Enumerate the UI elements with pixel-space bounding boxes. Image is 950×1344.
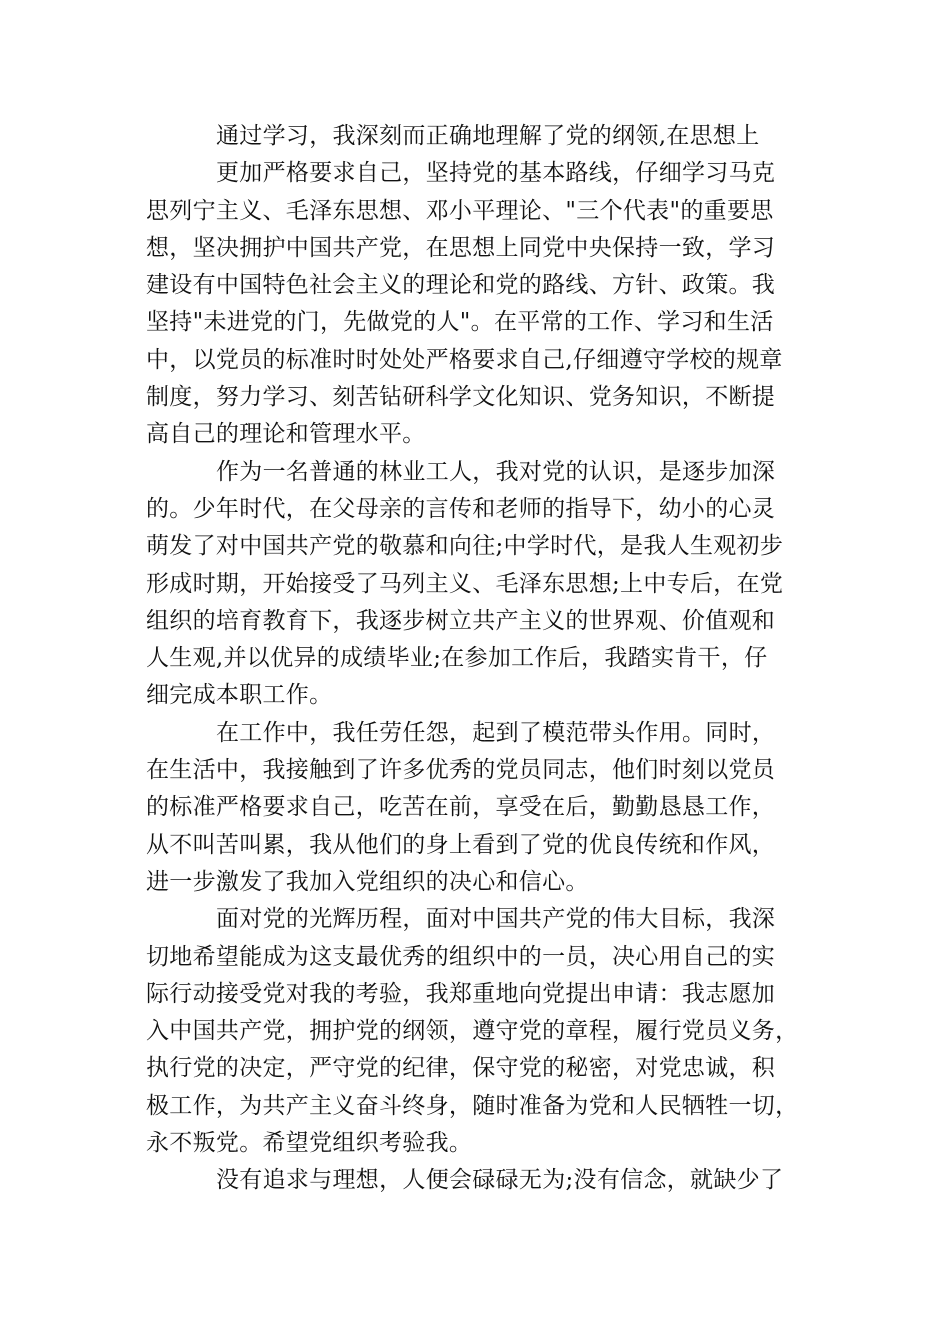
paragraph-line: 入中国共产党，拥护党的纲领，遵守党的章程，履行党员义务， — [146, 1018, 799, 1045]
paragraph-2 — [146, 193, 806, 454]
paragraph-line: 进一步激发了我加入党组织的决心和信心。 — [146, 868, 589, 895]
paragraph-line: 中，以党员的标准时时处处严格要求自己,仔细遵守学校的规章 — [146, 346, 783, 373]
paragraph-line: 更加严格要求自己，坚持党的基本路线，仔细学习马克 — [216, 160, 776, 187]
paragraph-line: 建设有中国特色社会主义的理论和党的路线、方针、政策。我 — [146, 272, 776, 299]
paragraph-line: 执行党的决定，严守党的纪律，保守党的秘密，对党忠诚，积 — [146, 1055, 776, 1082]
paragraph-line: 面对党的光辉历程，面对中国共产党的伟大目标，我深 — [216, 906, 776, 933]
paragraph-6 — [146, 1162, 806, 1199]
paragraph-line: 制度，努力学习、刻苦钻研科学文化知识、党务知识，不断提 — [146, 384, 776, 411]
paragraph-line: 萌发了对中国共产党的敬慕和向往;中学时代，是我人生观初步 — [146, 533, 784, 560]
paragraph-line: 组织的培育教育下，我逐步树立共产主义的世界观、价值观和 — [146, 607, 776, 634]
paragraph-line: 的。少年时代，在父母亲的言传和老师的指导下，幼小的心灵 — [146, 495, 776, 522]
paragraph-4 — [146, 715, 806, 901]
paragraph-3 — [146, 454, 806, 715]
paragraph-5 — [146, 901, 806, 1162]
paragraph-line: 际行动接受党对我的考验，我郑重地向党提出申请：我志愿加 — [146, 980, 776, 1007]
paragraph-line: 从不叫苦叫累，我从他们的身上看到了党的优良传统和作风， — [146, 831, 776, 858]
paragraph-line: 在工作中，我任劳任怨，起到了模范带头作用。同时， — [216, 719, 776, 746]
paragraph-line: 形成时期，开始接受了马列主义、毛泽东思想;上中专后，在党 — [146, 570, 784, 597]
paragraph-line: 永不叛党。希望党组织考验我。 — [146, 1130, 473, 1157]
document-body — [146, 118, 806, 1200]
paragraph-line: 高自己的理论和管理水平。 — [146, 421, 426, 448]
paragraph-line: 在生活中，我接触到了许多优秀的党员同志，他们时刻以党员 — [146, 757, 776, 784]
paragraph-1 — [146, 118, 806, 193]
paragraph-line: 坚持"未进党的门，先做党的人"。在平常的工作、学习和生活 — [146, 309, 774, 336]
paragraph-line: 的标准严格要求自己，吃苦在前，享受在后，勤勤恳恳工作， — [146, 794, 776, 821]
paragraph-line: 没有追求与理想，人便会碌碌无为;没有信念，就缺少了 — [216, 1167, 784, 1194]
paragraph-line: 细完成本职工作。 — [146, 682, 333, 709]
paragraph-line: 通过学习，我深刻而正确地理解了党的纲领,在思想上 — [216, 123, 760, 149]
paragraph-line: 极工作，为共产主义奋斗终身，随时准备为党和人民牺牲一切， — [146, 1092, 799, 1119]
paragraph-line: 切地希望能成为这支最优秀的组织中的一员，决心用自己的实 — [146, 943, 776, 970]
paragraph-line: 作为一名普通的林业工人，我对党的认识，是逐步加深 — [216, 458, 776, 485]
paragraph-line: 人生观,并以优异的成绩毕业;在参加工作后，我踏实肯干，仔 — [146, 645, 768, 672]
paragraph-line: 想，坚决拥护中国共产党，在思想上同党中央保持一致，学习 — [146, 234, 776, 261]
paragraph-line: 思列宁主义、毛泽东思想、邓小平理论、"三个代表"的重要思 — [146, 197, 774, 224]
